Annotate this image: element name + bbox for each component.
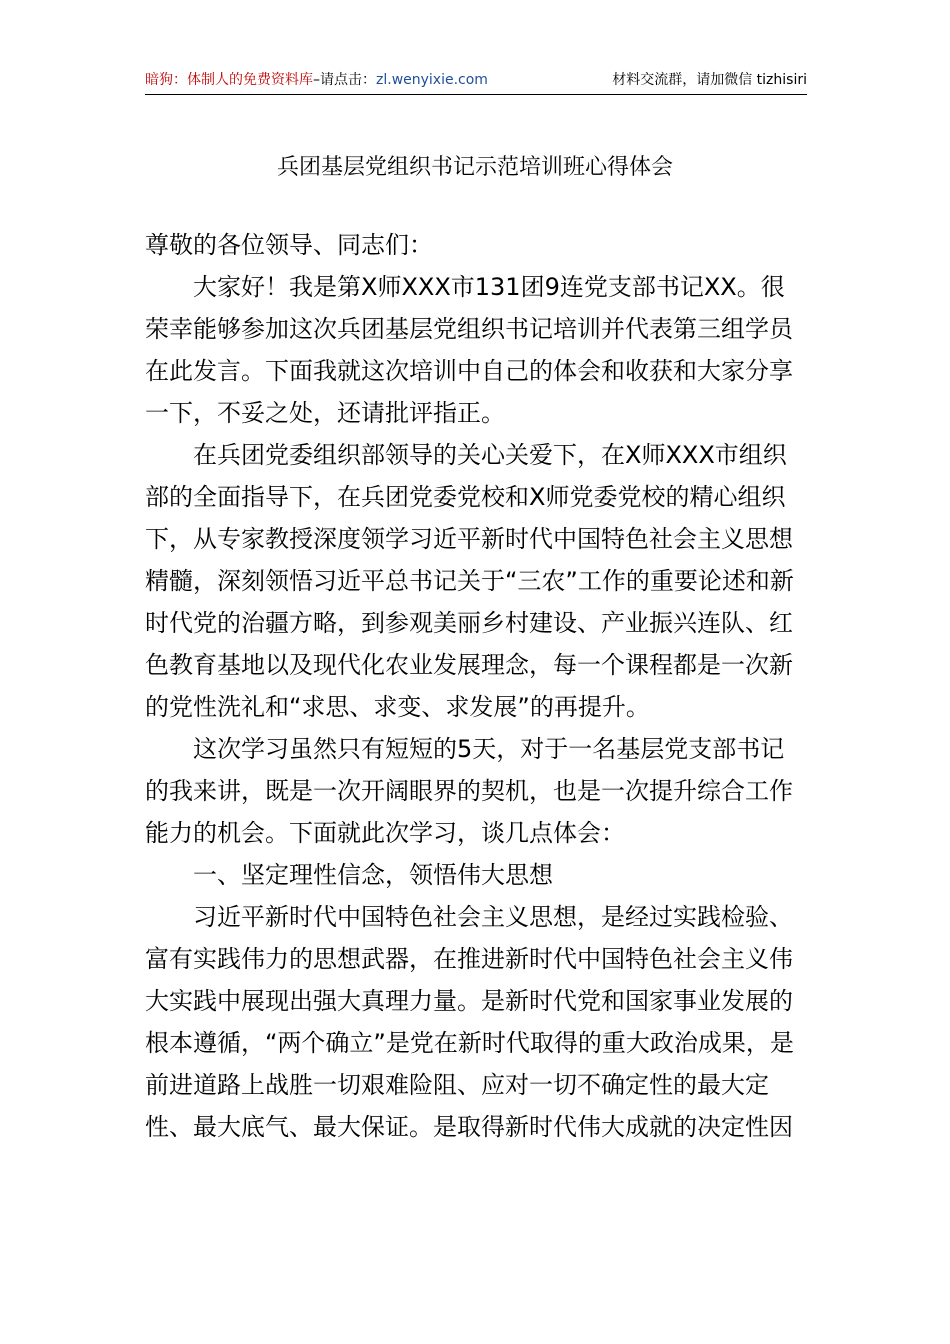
paragraph-intro: 大家好！我是第X师XXX市131团9连党支部书记XX。很荣幸能够参加这次兵团基层党组织书记培训并代表第三组学员在此发言。下面我就这次培训中自己的体会和收获和大家分享一下，不妥之处，还请批评指正。 — [145, 273, 793, 427]
header-contact: 材料交流群，请加微信 tizhisiri — [612, 72, 807, 88]
header-url-link[interactable]: zl.wenyixie.com — [376, 72, 488, 88]
paragraph-summary: 这次学习虽然只有短短的5天，对于一名基层党支部书记的我来讲，既是一次开阔眼界的契机，也是一次提升综合工作能力的机会。下面就此次学习，谈几点体会： — [145, 735, 793, 847]
document-body — [145, 224, 807, 1148]
page-header — [145, 66, 807, 95]
header-prompt: –请点击： — [313, 72, 376, 88]
paragraph-background: 在兵团党委组织部领导的关心关爱下，在X师XXX市组织部的全面指导下，在兵团党委党校和X师党委党校的精心组织下，从专家教授深度领学习近平新时代中国特色社会主义思想精髓，深刻领悟习近平总书记关于“三农”工作的重要论述和新时代党的治疆方略，到参观美丽乡村建设、产业振兴连队、红色教育基地以及现代化农业发展理念，每一个课程都是一次新的党性洗礼和“求思、求变、求发展”的再提升。 — [145, 441, 794, 721]
header-site-name: 暗狗：体制人的免费资料库 — [145, 72, 313, 88]
paragraph-section-1: 习近平新时代中国特色社会主义思想，是经过实践检验、富有实践伟力的思想武器，在推进新时代中国特色社会主义伟大实践中展现出强大真理力量。是新时代党和国家事业发展的根本遵循，“两个确立”是党在新时代取得的重大政治成果，是前进道路上战胜一切艰难险阻、应对一切不确定性的最大定性、最大底气、最大保证。是取得新时代伟大成就的决定性因 — [145, 903, 794, 1141]
section-heading-1: 一、坚定理性信念，领悟伟大思想 — [193, 861, 553, 889]
salutation: 尊敬的各位领导、同志们： — [145, 231, 433, 259]
document-title: 兵团基层党组织书记示范培训班心得体会 — [276, 155, 673, 180]
